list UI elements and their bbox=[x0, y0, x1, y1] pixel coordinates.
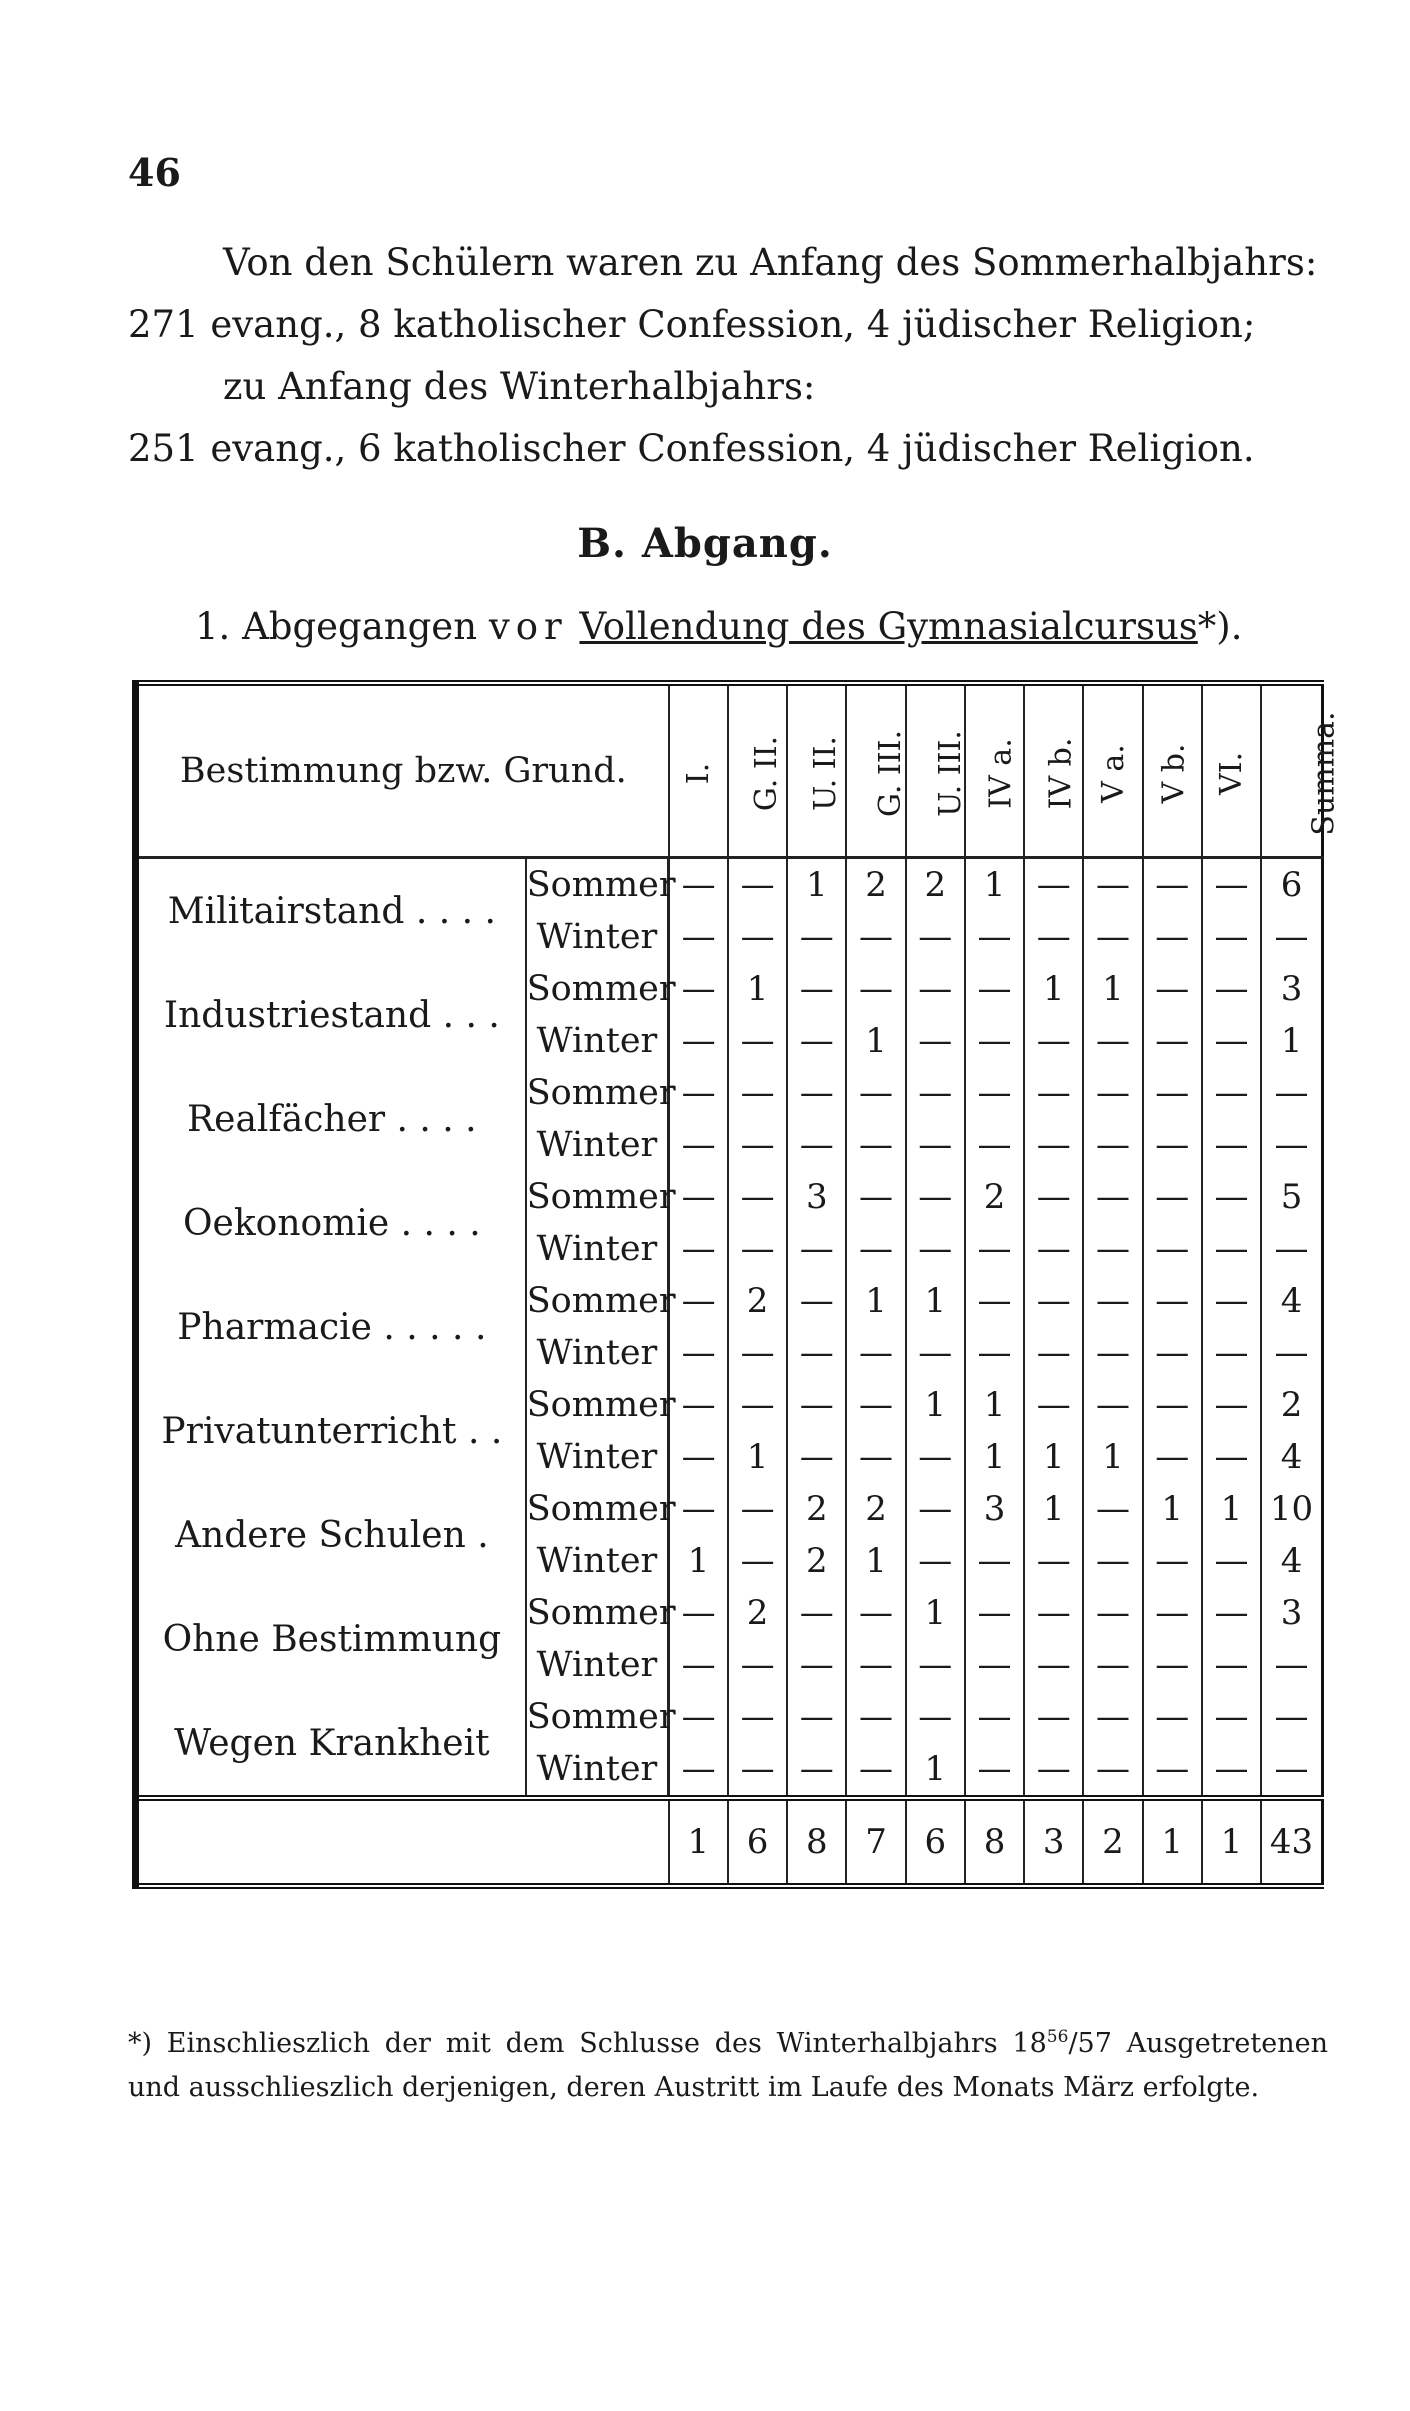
value-cell: — bbox=[1024, 1171, 1083, 1223]
value-cell: 1 bbox=[1202, 1483, 1261, 1535]
value-cell: — bbox=[1024, 1067, 1083, 1119]
value-cell: — bbox=[846, 963, 905, 1015]
value-cell: — bbox=[1024, 1587, 1083, 1639]
value-cell: — bbox=[728, 1483, 787, 1535]
total-cell: 3 bbox=[1024, 1798, 1083, 1886]
value-cell: — bbox=[669, 1275, 728, 1327]
intro-line: Von den Schülern waren zu Anfang des Sommerhalbjahrs: bbox=[223, 241, 1318, 284]
value-cell: — bbox=[787, 1431, 846, 1483]
value-cell: — bbox=[1024, 1119, 1083, 1171]
value-cell: — bbox=[1143, 1067, 1202, 1119]
value-cell: — bbox=[787, 1379, 846, 1431]
column-header-label: VI. bbox=[1213, 751, 1249, 795]
total-cell: 1 bbox=[1143, 1798, 1202, 1886]
value-cell: 1 bbox=[965, 1431, 1024, 1483]
term-cell: Winter bbox=[526, 1535, 669, 1587]
value-cell: — bbox=[728, 1171, 787, 1223]
value-cell: — bbox=[1024, 858, 1083, 912]
value-cell: — bbox=[669, 963, 728, 1015]
value-cell: — bbox=[846, 1171, 905, 1223]
column-header-label: IV b. bbox=[1043, 737, 1079, 809]
summa-cell: 5 bbox=[1261, 1171, 1322, 1223]
value-cell: — bbox=[787, 1587, 846, 1639]
column-header bbox=[1083, 683, 1142, 858]
value-cell: — bbox=[728, 1691, 787, 1743]
reason-cell: Privatunterricht . . bbox=[136, 1379, 526, 1483]
column-header-label: G. III. bbox=[873, 729, 909, 817]
value-cell: 2 bbox=[965, 1171, 1024, 1223]
value-cell: — bbox=[906, 1639, 965, 1691]
value-cell: — bbox=[669, 858, 728, 912]
value-cell: — bbox=[1083, 1535, 1142, 1587]
footnote-text-rest: /57 Ausgetretenen und ausschlieszlich derjenigen, deren Austritt im Laufe des Monats März erfolgte. bbox=[128, 2028, 1328, 2103]
value-cell: — bbox=[1083, 1223, 1142, 1275]
total-cell: 8 bbox=[965, 1798, 1024, 1886]
value-cell: — bbox=[965, 1691, 1024, 1743]
reason-header: Bestimmung bzw. Grund. bbox=[136, 683, 669, 858]
value-cell: — bbox=[669, 911, 728, 963]
value-cell: — bbox=[965, 1223, 1024, 1275]
value-cell: — bbox=[965, 1587, 1024, 1639]
table-row bbox=[136, 1275, 1323, 1327]
value-cell: — bbox=[1083, 858, 1142, 912]
value-cell: — bbox=[846, 1119, 905, 1171]
column-header bbox=[669, 683, 728, 858]
value-cell: — bbox=[1024, 1535, 1083, 1587]
value-cell: — bbox=[965, 1067, 1024, 1119]
column-header bbox=[1024, 683, 1083, 858]
term-cell: Winter bbox=[526, 1119, 669, 1171]
value-cell: — bbox=[1083, 1639, 1142, 1691]
column-header-label: Summa. bbox=[1306, 710, 1342, 836]
summa-cell: — bbox=[1261, 1691, 1322, 1743]
column-header bbox=[1261, 683, 1342, 858]
reason-cell: Andere Schulen . bbox=[136, 1483, 526, 1587]
value-cell: — bbox=[1083, 1171, 1142, 1223]
value-cell: — bbox=[846, 1587, 905, 1639]
value-cell: — bbox=[846, 1431, 905, 1483]
value-cell: — bbox=[965, 1275, 1024, 1327]
value-cell: — bbox=[787, 1743, 846, 1798]
value-cell: — bbox=[846, 1327, 905, 1379]
value-cell: 2 bbox=[728, 1275, 787, 1327]
value-cell: — bbox=[906, 963, 965, 1015]
value-cell: 1 bbox=[728, 1431, 787, 1483]
summa-cell: 2 bbox=[1261, 1379, 1322, 1431]
value-cell: 1 bbox=[1083, 1431, 1142, 1483]
summa-cell: 4 bbox=[1261, 1535, 1322, 1587]
value-cell: — bbox=[1202, 1379, 1261, 1431]
reason-cell: Oekonomie . . . . bbox=[136, 1171, 526, 1275]
column-header-label: U. II. bbox=[808, 735, 844, 811]
value-cell: — bbox=[669, 1639, 728, 1691]
value-cell: — bbox=[1143, 1639, 1202, 1691]
value-cell: — bbox=[1143, 858, 1202, 912]
value-cell: — bbox=[728, 1743, 787, 1798]
value-cell: — bbox=[965, 1119, 1024, 1171]
value-cell: — bbox=[1143, 1223, 1202, 1275]
value-cell: — bbox=[669, 1431, 728, 1483]
value-cell: — bbox=[1083, 1587, 1142, 1639]
subheading-underlined: Vollendung des Gymnasialcursus bbox=[579, 605, 1198, 648]
summa-cell: 4 bbox=[1261, 1275, 1322, 1327]
value-cell: — bbox=[1202, 1743, 1261, 1798]
term-cell: Winter bbox=[526, 1223, 669, 1275]
value-cell: — bbox=[787, 1119, 846, 1171]
term-cell: Winter bbox=[526, 1327, 669, 1379]
value-cell: — bbox=[1024, 1223, 1083, 1275]
value-cell: 2 bbox=[846, 1483, 905, 1535]
term-cell: Sommer bbox=[526, 1379, 669, 1431]
value-cell: — bbox=[669, 1223, 728, 1275]
reason-cell: Industriestand . . . bbox=[136, 963, 526, 1067]
value-cell: 1 bbox=[1024, 1483, 1083, 1535]
value-cell: — bbox=[1083, 1067, 1142, 1119]
value-cell: 3 bbox=[965, 1483, 1024, 1535]
term-cell: Winter bbox=[526, 1431, 669, 1483]
value-cell: 2 bbox=[906, 858, 965, 912]
value-cell: 1 bbox=[846, 1275, 905, 1327]
term-cell: Winter bbox=[526, 1743, 669, 1798]
value-cell: — bbox=[787, 1223, 846, 1275]
value-cell: 1 bbox=[906, 1275, 965, 1327]
value-cell: — bbox=[1202, 1119, 1261, 1171]
column-header-label: G. II. bbox=[749, 735, 785, 811]
column-header bbox=[1202, 683, 1261, 858]
term-cell: Winter bbox=[526, 911, 669, 963]
value-cell: 1 bbox=[1083, 963, 1142, 1015]
value-cell: — bbox=[1202, 1639, 1261, 1691]
value-cell: — bbox=[1143, 1691, 1202, 1743]
value-cell: — bbox=[1202, 1067, 1261, 1119]
value-cell: — bbox=[1202, 911, 1261, 963]
value-cell: — bbox=[787, 1015, 846, 1067]
subheading bbox=[195, 605, 1242, 648]
value-cell: — bbox=[965, 1015, 1024, 1067]
value-cell: — bbox=[787, 1275, 846, 1327]
term-cell: Sommer bbox=[526, 963, 669, 1015]
value-cell: — bbox=[669, 1743, 728, 1798]
value-cell: 1 bbox=[787, 858, 846, 912]
value-cell: — bbox=[728, 1639, 787, 1691]
column-header bbox=[965, 683, 1024, 858]
value-cell: — bbox=[1202, 1223, 1261, 1275]
value-cell: — bbox=[669, 1691, 728, 1743]
value-cell: — bbox=[1143, 1535, 1202, 1587]
value-cell: — bbox=[728, 1327, 787, 1379]
value-cell: — bbox=[906, 1119, 965, 1171]
term-cell: Sommer bbox=[526, 858, 669, 912]
intro-line: zu Anfang des Winterhalbjahrs: bbox=[223, 365, 816, 408]
summa-cell: 10 bbox=[1261, 1483, 1322, 1535]
value-cell: 2 bbox=[787, 1483, 846, 1535]
value-cell: — bbox=[906, 1223, 965, 1275]
value-cell: 1 bbox=[906, 1743, 965, 1798]
term-cell: Sommer bbox=[526, 1691, 669, 1743]
value-cell: — bbox=[1083, 1327, 1142, 1379]
value-cell: — bbox=[1024, 1015, 1083, 1067]
value-cell: — bbox=[906, 1691, 965, 1743]
value-cell: — bbox=[669, 1483, 728, 1535]
value-cell: — bbox=[787, 1327, 846, 1379]
reason-cell: Ohne Bestimmung bbox=[136, 1587, 526, 1691]
value-cell: — bbox=[728, 1223, 787, 1275]
summa-cell: — bbox=[1261, 1639, 1322, 1691]
totals-row bbox=[136, 1798, 1323, 1886]
value-cell: — bbox=[669, 1119, 728, 1171]
table-header-row bbox=[136, 683, 1323, 858]
total-cell: 6 bbox=[728, 1798, 787, 1886]
term-cell: Sommer bbox=[526, 1587, 669, 1639]
value-cell: — bbox=[1083, 1743, 1142, 1798]
value-cell: — bbox=[1202, 963, 1261, 1015]
summa-cell: — bbox=[1261, 1743, 1322, 1798]
total-cell: 1 bbox=[669, 1798, 728, 1886]
column-header-label: IV a. bbox=[983, 737, 1019, 809]
value-cell: — bbox=[787, 1067, 846, 1119]
value-cell: — bbox=[1024, 1327, 1083, 1379]
term-cell: Sommer bbox=[526, 1275, 669, 1327]
value-cell: — bbox=[669, 1379, 728, 1431]
term-cell: Sommer bbox=[526, 1067, 669, 1119]
value-cell: — bbox=[728, 1535, 787, 1587]
value-cell: — bbox=[1024, 1743, 1083, 1798]
subheading-suffix: *). bbox=[1197, 605, 1243, 648]
value-cell: — bbox=[846, 1067, 905, 1119]
term-cell: Winter bbox=[526, 1015, 669, 1067]
term-cell: Winter bbox=[526, 1639, 669, 1691]
value-cell: — bbox=[906, 911, 965, 963]
value-cell: 2 bbox=[787, 1535, 846, 1587]
value-cell: — bbox=[1143, 1275, 1202, 1327]
value-cell: — bbox=[669, 1015, 728, 1067]
footnote bbox=[128, 2015, 1328, 2110]
footnote-text: *) Einschlieszlich der mit dem Schlusse des Winterhalbjahrs 18 bbox=[128, 2028, 1047, 2059]
total-cell: 2 bbox=[1083, 1798, 1142, 1886]
table-body bbox=[136, 858, 1323, 1799]
section-heading: B. Abgang. bbox=[577, 520, 833, 567]
value-cell: 1 bbox=[906, 1587, 965, 1639]
value-cell: — bbox=[1024, 1639, 1083, 1691]
value-cell: 2 bbox=[846, 858, 905, 912]
table-row bbox=[136, 963, 1323, 1015]
table-row bbox=[136, 1379, 1323, 1431]
value-cell: — bbox=[1143, 1379, 1202, 1431]
value-cell: — bbox=[1202, 858, 1261, 912]
summa-cell: 4 bbox=[1261, 1431, 1322, 1483]
value-cell: — bbox=[787, 1639, 846, 1691]
value-cell: — bbox=[1202, 1015, 1261, 1067]
column-header-label: V a. bbox=[1096, 743, 1132, 803]
value-cell: — bbox=[728, 1379, 787, 1431]
value-cell: — bbox=[906, 1015, 965, 1067]
value-cell: — bbox=[965, 963, 1024, 1015]
value-cell: — bbox=[846, 1379, 905, 1431]
summa-cell: 3 bbox=[1261, 963, 1322, 1015]
value-cell: — bbox=[965, 1639, 1024, 1691]
subheading-spaced: vor bbox=[488, 605, 568, 648]
table-row bbox=[136, 1067, 1323, 1119]
value-cell: — bbox=[1143, 1171, 1202, 1223]
value-cell: — bbox=[1143, 1587, 1202, 1639]
value-cell: — bbox=[728, 1015, 787, 1067]
table-row bbox=[136, 1587, 1323, 1639]
value-cell: — bbox=[1143, 911, 1202, 963]
value-cell: — bbox=[1143, 1327, 1202, 1379]
value-cell: 1 bbox=[1024, 963, 1083, 1015]
value-cell: — bbox=[846, 1223, 905, 1275]
value-cell: — bbox=[1202, 1587, 1261, 1639]
value-cell: — bbox=[1083, 1119, 1142, 1171]
value-cell: — bbox=[965, 1743, 1024, 1798]
column-header-label: V b. bbox=[1156, 743, 1192, 803]
value-cell: — bbox=[846, 1639, 905, 1691]
subheading-prefix: 1. Abgegangen bbox=[195, 605, 478, 648]
value-cell: 2 bbox=[728, 1587, 787, 1639]
value-cell: — bbox=[1024, 911, 1083, 963]
total-cell: 8 bbox=[787, 1798, 846, 1886]
value-cell: — bbox=[846, 911, 905, 963]
table-row bbox=[136, 1171, 1323, 1223]
summa-cell: 3 bbox=[1261, 1587, 1322, 1639]
value-cell: — bbox=[1143, 1743, 1202, 1798]
reason-cell: Militairstand . . . . bbox=[136, 858, 526, 964]
page-number: 46 bbox=[128, 150, 181, 195]
grand-total-cell: 43 bbox=[1261, 1798, 1322, 1886]
summa-cell: 6 bbox=[1261, 858, 1322, 912]
value-cell: 3 bbox=[787, 1171, 846, 1223]
value-cell: — bbox=[1202, 1431, 1261, 1483]
totals-label-cell bbox=[136, 1798, 669, 1886]
value-cell: — bbox=[1024, 1379, 1083, 1431]
value-cell: — bbox=[906, 1327, 965, 1379]
value-cell: — bbox=[1083, 1483, 1142, 1535]
value-cell: 1 bbox=[1024, 1431, 1083, 1483]
value-cell: — bbox=[906, 1535, 965, 1587]
intro-line: 251 evang., 6 katholischer Confession, 4 jüdischer Religion. bbox=[128, 427, 1255, 470]
value-cell: 1 bbox=[965, 1379, 1024, 1431]
value-cell: 1 bbox=[846, 1015, 905, 1067]
value-cell: 1 bbox=[846, 1535, 905, 1587]
reason-cell: Realfächer . . . . bbox=[136, 1067, 526, 1171]
table-row bbox=[136, 1691, 1323, 1743]
value-cell: — bbox=[669, 1067, 728, 1119]
reason-cell: Wegen Krankheit bbox=[136, 1691, 526, 1798]
value-cell: — bbox=[1202, 1327, 1261, 1379]
value-cell: — bbox=[906, 1171, 965, 1223]
value-cell: — bbox=[728, 911, 787, 963]
value-cell: — bbox=[728, 1119, 787, 1171]
value-cell: — bbox=[787, 1691, 846, 1743]
value-cell: — bbox=[965, 1535, 1024, 1587]
value-cell: 1 bbox=[965, 858, 1024, 912]
value-cell: — bbox=[728, 858, 787, 912]
total-cell: 6 bbox=[906, 1798, 965, 1886]
value-cell: — bbox=[846, 1691, 905, 1743]
value-cell: — bbox=[1024, 1275, 1083, 1327]
value-cell: — bbox=[1083, 1015, 1142, 1067]
value-cell: — bbox=[1143, 963, 1202, 1015]
total-cell: 1 bbox=[1202, 1798, 1261, 1886]
value-cell: — bbox=[728, 1067, 787, 1119]
summa-cell: — bbox=[1261, 1327, 1322, 1379]
term-cell: Sommer bbox=[526, 1483, 669, 1535]
value-cell: — bbox=[787, 963, 846, 1015]
column-header-label: U. III. bbox=[932, 729, 968, 817]
value-cell: — bbox=[787, 911, 846, 963]
intro-line: 271 evang., 8 katholischer Confession, 4 jüdischer Religion; bbox=[128, 303, 1256, 346]
summa-cell: — bbox=[1261, 1119, 1322, 1171]
value-cell: — bbox=[906, 1431, 965, 1483]
value-cell: — bbox=[1143, 1431, 1202, 1483]
column-header bbox=[906, 683, 968, 858]
value-cell: — bbox=[846, 1743, 905, 1798]
summa-cell: — bbox=[1261, 1223, 1322, 1275]
value-cell: 1 bbox=[728, 963, 787, 1015]
summa-cell: — bbox=[1261, 1067, 1322, 1119]
summa-cell: — bbox=[1261, 911, 1322, 963]
value-cell: 1 bbox=[906, 1379, 965, 1431]
value-cell: — bbox=[669, 1171, 728, 1223]
value-cell: — bbox=[669, 1327, 728, 1379]
table-row bbox=[136, 1483, 1323, 1535]
value-cell: — bbox=[1083, 911, 1142, 963]
value-cell: — bbox=[1202, 1275, 1261, 1327]
value-cell: — bbox=[1024, 1691, 1083, 1743]
value-cell: — bbox=[1202, 1691, 1261, 1743]
value-cell: — bbox=[669, 1587, 728, 1639]
value-cell: — bbox=[965, 1327, 1024, 1379]
value-cell: — bbox=[906, 1067, 965, 1119]
column-header bbox=[1143, 683, 1202, 858]
footnote-superscript: 56 bbox=[1046, 2027, 1069, 2047]
value-cell: — bbox=[906, 1483, 965, 1535]
departure-table bbox=[132, 680, 1342, 1889]
total-cell: 7 bbox=[846, 1798, 905, 1886]
value-cell: — bbox=[1083, 1379, 1142, 1431]
value-cell: — bbox=[1143, 1015, 1202, 1067]
term-cell: Sommer bbox=[526, 1171, 669, 1223]
table-row bbox=[136, 858, 1323, 912]
column-header-label: I. bbox=[680, 762, 716, 784]
value-cell: — bbox=[1143, 1119, 1202, 1171]
value-cell: — bbox=[1083, 1691, 1142, 1743]
column-header bbox=[846, 683, 909, 858]
value-cell: — bbox=[965, 911, 1024, 963]
value-cell: 1 bbox=[669, 1535, 728, 1587]
value-cell: — bbox=[1202, 1535, 1261, 1587]
column-header bbox=[728, 683, 787, 858]
reason-cell: Pharmacie . . . . . bbox=[136, 1275, 526, 1379]
value-cell: — bbox=[1202, 1171, 1261, 1223]
value-cell: 1 bbox=[1143, 1483, 1202, 1535]
summa-cell: 1 bbox=[1261, 1015, 1322, 1067]
intro-paragraph bbox=[128, 232, 1318, 480]
column-header bbox=[787, 683, 846, 858]
value-cell: — bbox=[1083, 1275, 1142, 1327]
